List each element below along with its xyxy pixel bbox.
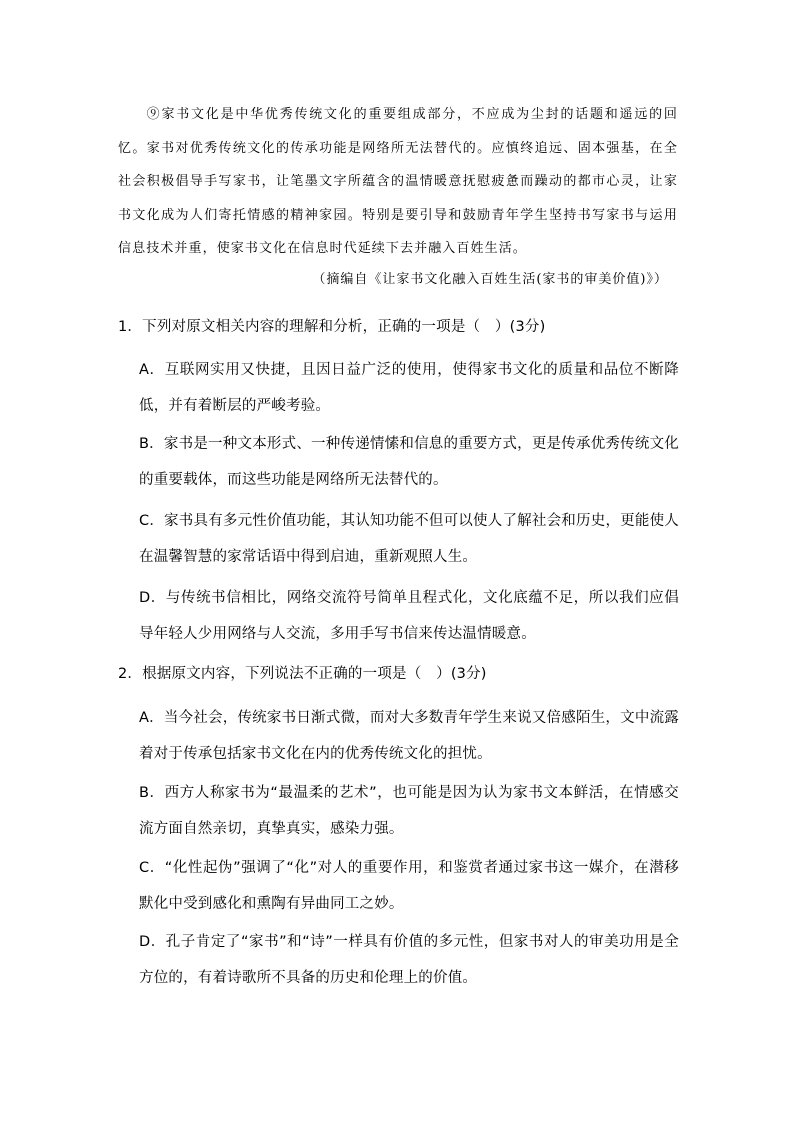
passage-text: ⑨家书文化是中华优秀传统文化的重要组成部分，不应成为尘封的话题和遥远的回忆。家书对优秀传统文化的传承功能是网络所无法替代的。应慎终追远、固本强基，在全社会积极倡导手写家书，让笔墨文字所蕴含的温情暖意抚慰疲惫而躁动的都市心灵，让家书文化成为人们寄托情感的精神家园。特别是要引导和鼓励青年学生坚持书写家书与运用信息技术并重，使家书文化在信息时代延续下去并融入百姓生活。 [118,107,678,256]
question-2-stem: 2．根据原文内容，下列说法不正确的一项是（ ）(3分) [118,666,487,682]
question-1-option-c: C．家书具有多元性价值功能，其认知功能不但可以使人了解社会和历史，更能使人在温馨智慧的家常话语中得到启迪，重新观照人生。 [139,513,679,565]
question-2-option-a: A．当今社会，传统家书日渐式微，而对大多数青年学生来说又倍感陌生，文中流露着对于传承包括家书文化在内的优秀传统文化的担忧。 [139,710,679,762]
passage-paragraph [118,98,678,266]
question-2-option-d: D．孔子肯定了“家书”和“诗”一样具有价值的多元性，但家书对人的审美功用是全方位的，有着诗歌所不具备的历史和伦理上的价值。 [139,934,679,986]
question-1-option-b: B．家书是一种文本形式、一种传递情愫和信息的重要方式，更是传承优秀传统文化的重要载体，而这些功能是网络所无法替代的。 [139,436,679,488]
question-1-option-a: A．互联网实用又快捷，且因日益广泛的使用，使得家书文化的质量和品位不断降低，并有着断层的严峻考验。 [139,362,679,414]
question-2-option-b: B．西方人称家书为“最温柔的艺术”，也可能是因为认为家书文本鲜活，在情感交流方面自然亲切，真挚真实，感染力强。 [139,785,679,837]
question-2-option-c: C．“化性起伪”强调了“化”对人的重要作用，和鉴赏者通过家书这一媒介，在潜移默化中受到感化和熏陶有异曲同工之妙。 [139,860,679,912]
question-1-option-d: D．与传统书信相比，网络交流符号简单且程式化，文化底蕴不足，所以我们应倡导年轻人少用网络与人交流，多用手写书信来传达温情暖意。 [139,590,679,642]
question-1-stem: 1．下列对原文相关内容的理解和分析，正确的一项是（ ）(3分) [118,319,546,335]
passage-source: （摘编自《让家书文化融入百姓生活(家书的审美价值)》） [312,272,668,287]
